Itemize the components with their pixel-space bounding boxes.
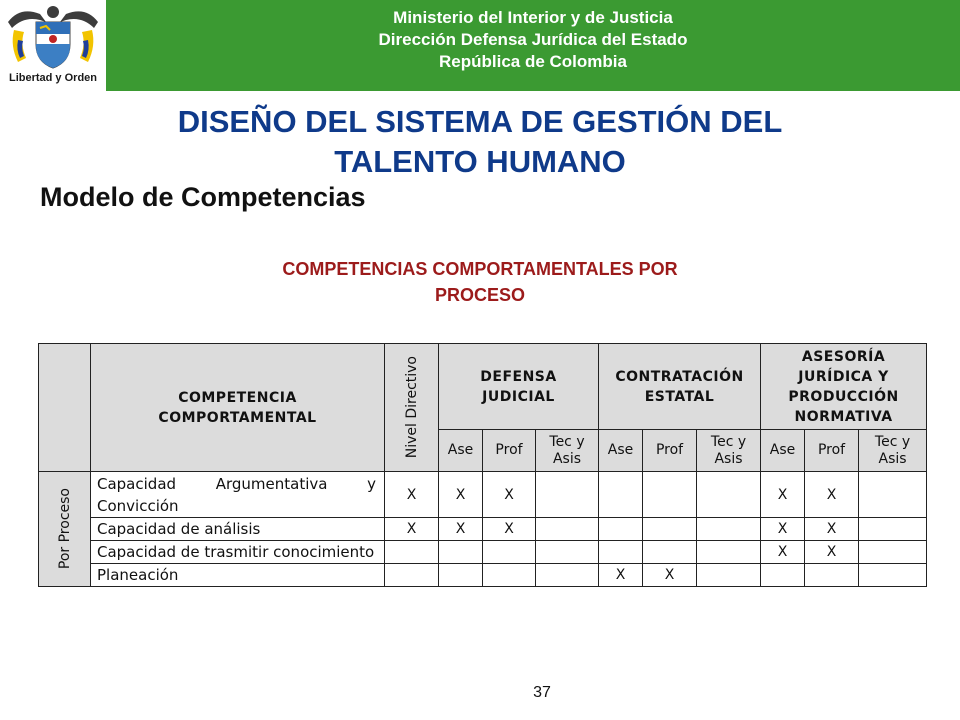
competencia-header-line2: COMPORTAMENTAL [158,409,317,426]
mark-cell: X [805,518,859,541]
subheader-ase-text: Ase [447,442,474,458]
competency-name: Planeación [91,564,385,587]
subheader-prof [483,430,536,472]
header-ministry: Ministerio del Interior y de Justicia [393,8,673,27]
mark-cell: X [439,472,483,518]
mark-cell: X [805,541,859,564]
mark-cell: X [761,518,805,541]
mark-cell [697,518,761,541]
subheader-prof-text: Prof [655,442,684,458]
mark-cell [697,472,761,518]
row-group-por-proceso [39,472,91,587]
subheader-prof [643,430,697,472]
mark-cell: X [483,518,536,541]
competency-name: Capacidad de análisis [91,518,385,541]
competency-name-word: Argumentativa [215,474,328,493]
mark-cell: X [483,472,536,518]
mark-cell: X [385,518,439,541]
subheader-tec-asis-line1: Tec y [710,433,747,450]
mark-cell: X [805,472,859,518]
mark-cell [599,472,643,518]
page-title-line2: TALENTO HUMANO [334,144,626,179]
mark-cell: X [761,472,805,518]
page-number-wrap [0,684,960,702]
subheader-prof [805,430,859,472]
mark-cell [385,541,439,564]
header-country: República de Colombia [439,52,627,71]
table-row [39,472,927,518]
subheader-tec-asis-line1: Tec y [549,433,585,450]
subheader-tec-asis [859,430,927,472]
competency-name-line2: Convicción [97,496,179,515]
table-header-row-1 [39,344,927,430]
mark-cell [439,541,483,564]
mark-cell: X [599,564,643,587]
subheader-tec-asis-line1: Tec y [874,433,911,450]
mark-cell: X [385,472,439,518]
group-header-line: PRODUCCIÓN [788,388,899,405]
mark-cell [643,518,697,541]
mark-cell [761,564,805,587]
mark-cell [483,564,536,587]
subheader-tec-asis [697,430,761,472]
subheader-prof-text: Prof [495,442,523,458]
mark-cell [536,518,599,541]
group-header-asesoria-juridica [761,344,927,430]
table-row [39,564,927,587]
competencia-header-line1: COMPETENCIA [178,389,297,406]
mark-cell [859,472,927,518]
subheader-tec-asis-line2: Asis [714,450,743,467]
subheader-ase [439,430,483,472]
subheader-ase-text: Ase [607,442,634,458]
mark-cell [643,541,697,564]
subheader-ase-text: Ase [769,442,796,458]
header-direction: Dirección Defensa Jurídica del Estado [378,30,688,49]
mark-cell [805,564,859,587]
mark-cell [697,564,761,587]
competencia-header [91,344,385,472]
table-row [39,518,927,541]
subheader-tec-asis [536,430,599,472]
subheader-tec-asis-line2: Asis [552,450,582,467]
mark-cell: X [643,564,697,587]
mark-cell [385,564,439,587]
group-header-line: JURÍDICA Y [798,368,889,385]
page-title-line1: DISEÑO DEL SISTEMA DE GESTIÓN DEL [177,104,783,139]
mark-cell [697,541,761,564]
mark-cell [599,518,643,541]
subheader-prof-text: Prof [817,442,846,458]
competency-name [91,472,385,518]
competency-name-word: Capacidad [97,474,177,493]
header-banner [106,0,960,91]
group-header-line: CONTRATACIÓN [615,368,744,385]
colombia-coat-of-arms-logo [0,0,106,92]
section-subtitle: Modelo de Competencias [40,182,366,212]
page-title [80,102,880,182]
mark-cell [536,541,599,564]
mark-cell [536,472,599,518]
nivel-directivo-header [385,344,439,472]
group-header-line: ASESORÍA [801,348,886,365]
group-header-line: ESTATAL [644,388,715,405]
group-header-line: JUDICIAL [482,388,555,405]
mark-cell: X [439,518,483,541]
corner-cell [39,344,91,472]
mark-cell [536,564,599,587]
mark-cell [643,472,697,518]
competency-name: Capacidad de trasmitir conocimiento [91,541,385,564]
subheader-ase [761,430,805,472]
mark-cell [439,564,483,587]
table-title-line2: PROCESO [434,285,526,305]
mark-cell [859,518,927,541]
group-header-contratacion-estatal [599,344,761,430]
table-title [190,256,770,308]
mark-cell [599,541,643,564]
subheader-tec-asis-line2: Asis [878,450,907,467]
group-header-defensa-judicial [439,344,599,430]
row-group-label: Por Proceso [56,488,73,570]
mark-cell [483,541,536,564]
coat-of-arms-icon [0,0,106,72]
mark-cell [859,541,927,564]
group-header-line: DEFENSA [480,368,557,385]
nivel-directivo-label: Nivel Directivo [403,356,420,459]
mark-cell [859,564,927,587]
subheader-ase [599,430,643,472]
table-row [39,541,927,564]
page-number: 37 [533,684,551,701]
logo-caption: Libertad y Orden [8,72,98,84]
group-header-line: NORMATIVA [794,408,893,425]
competency-name-word: y [367,474,376,493]
competencies-table [38,343,927,587]
table-title-line1: COMPETENCIAS COMPORTAMENTALES POR [282,259,678,279]
mark-cell: X [761,541,805,564]
